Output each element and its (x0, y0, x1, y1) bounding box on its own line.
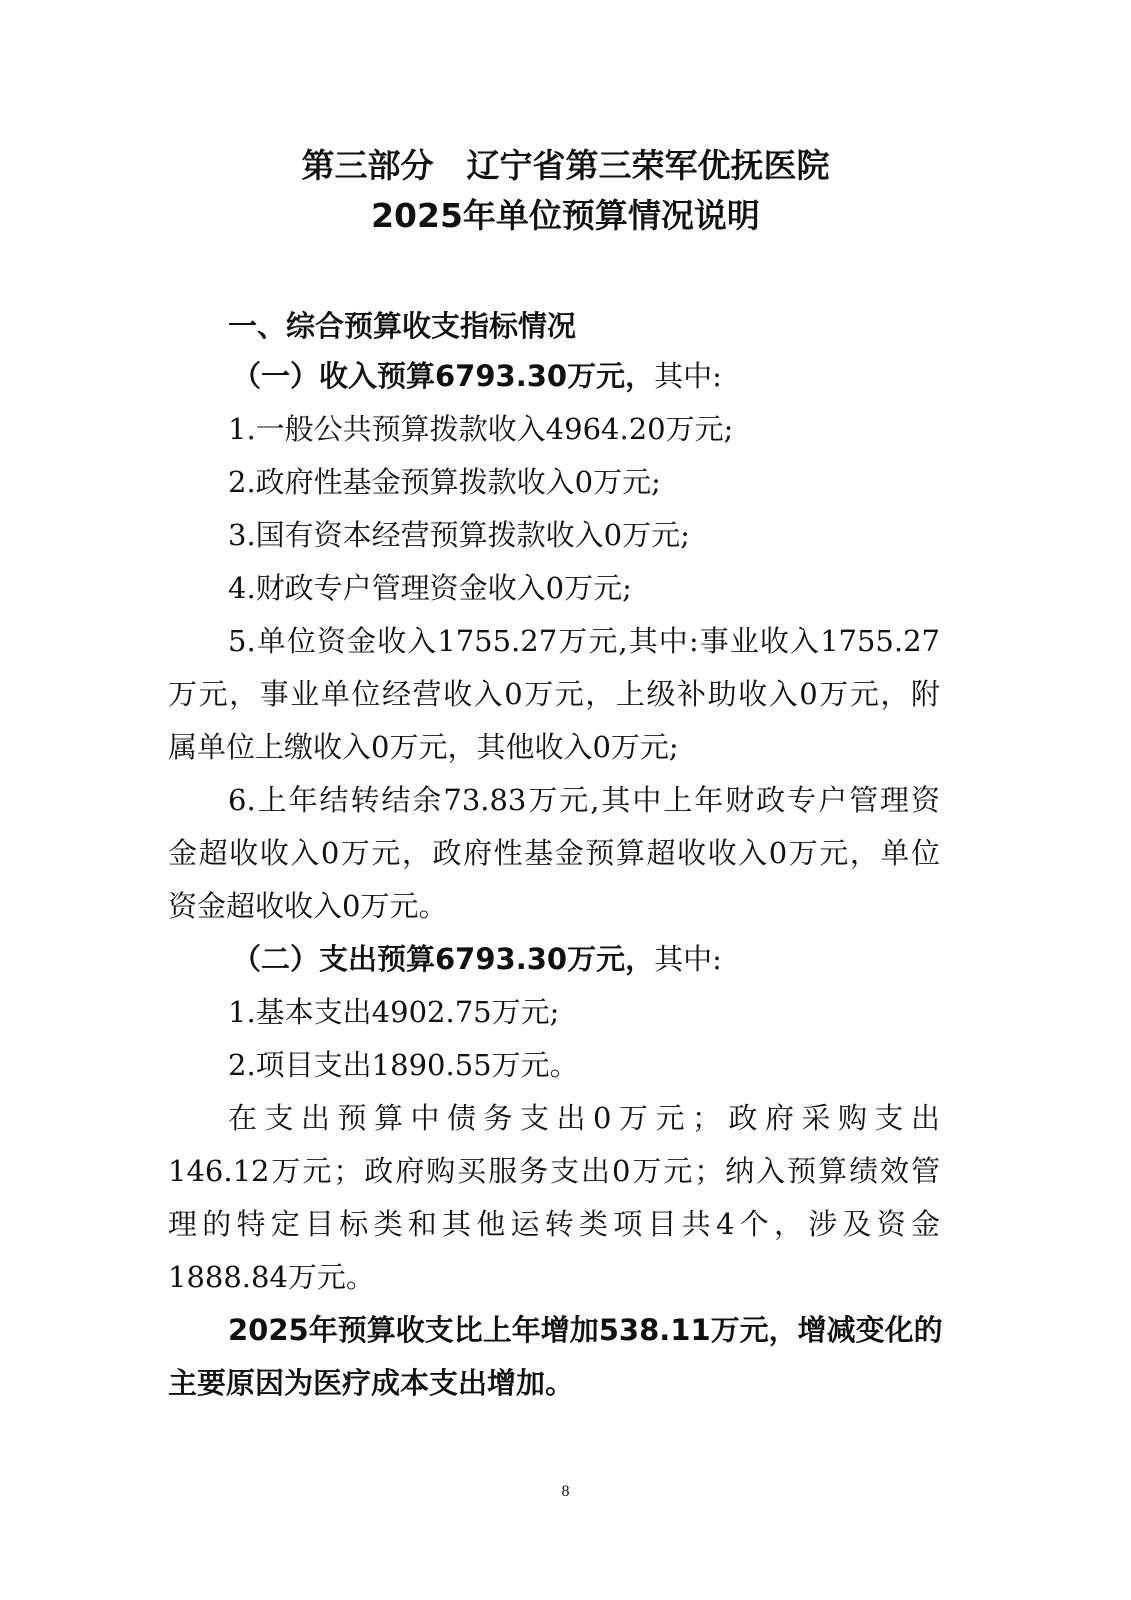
page-number: 8 (561, 1483, 570, 1500)
income-item-6-line3: 资金超收收入0万元。 (168, 889, 448, 923)
expense-note-line4: 1888.84万元。 (168, 1260, 375, 1294)
income-item-6-line2: 金超收收入0万元，政府性基金预算超收收入0万元，单位 (168, 836, 940, 870)
income-item-1: 1.一般公共预算拨款收入4964.20万元; (228, 412, 734, 446)
income-item-5-line1: 5.单位资金收入1755.27万元,其中:事业收入1755.27 (228, 624, 940, 658)
section-heading-overall-budget: 一、综合预算收支指标情况 (228, 309, 577, 343)
expense-item-1: 1.基本支出4902.75万元; (228, 995, 560, 1029)
income-item-5-line2: 万元，事业单位经营收入0万元，上级补助收入0万元，附 (168, 677, 940, 711)
expense-item-2: 2.项目支出1890.55万元。 (228, 1048, 579, 1082)
income-item-3: 3.国有资本经营预算拨款收入0万元; (228, 518, 690, 552)
expense-budget-heading-bold: （二）支出预算6793.30万元， (232, 942, 655, 976)
expense-budget-heading (232, 941, 722, 977)
income-budget-heading-bold: （一）收入预算6793.30万元， (232, 359, 655, 393)
income-item-2: 2.政府性基金预算拨款收入0万元; (228, 465, 661, 499)
document-title-line2: 2025年单位预算情况说明 (371, 196, 760, 235)
expense-budget-heading-rest: 其中: (654, 942, 722, 976)
expense-note-line2: 146.12万元；政府购买服务支出0万元；纳入预算绩效管 (168, 1154, 940, 1188)
summary-line1: 2025年预算收支比上年增加538.11万元，增减变化的 (228, 1313, 943, 1347)
income-item-6-line1: 6.上年结转结余73.83万元,其中上年财政专户管理资 (228, 783, 940, 817)
summary-line2: 主要原因为医疗成本支出增加。 (168, 1366, 575, 1400)
income-budget-heading (232, 358, 722, 394)
expense-note-line3: 理的特定目标类和其他运转类项目共4个，涉及资金 (168, 1207, 940, 1241)
income-item-5-line3: 属单位上缴收入0万元，其他收入0万元; (168, 730, 679, 764)
expense-note-line1: 在支出预算中债务支出0万元；政府采购支出 (228, 1101, 940, 1135)
document-title-line1: 第三部分 辽宁省第三荣军优抚医院 (301, 146, 830, 185)
income-budget-heading-rest: 其中: (654, 359, 722, 393)
income-item-4: 4.财政专户管理资金收入0万元; (228, 571, 632, 605)
